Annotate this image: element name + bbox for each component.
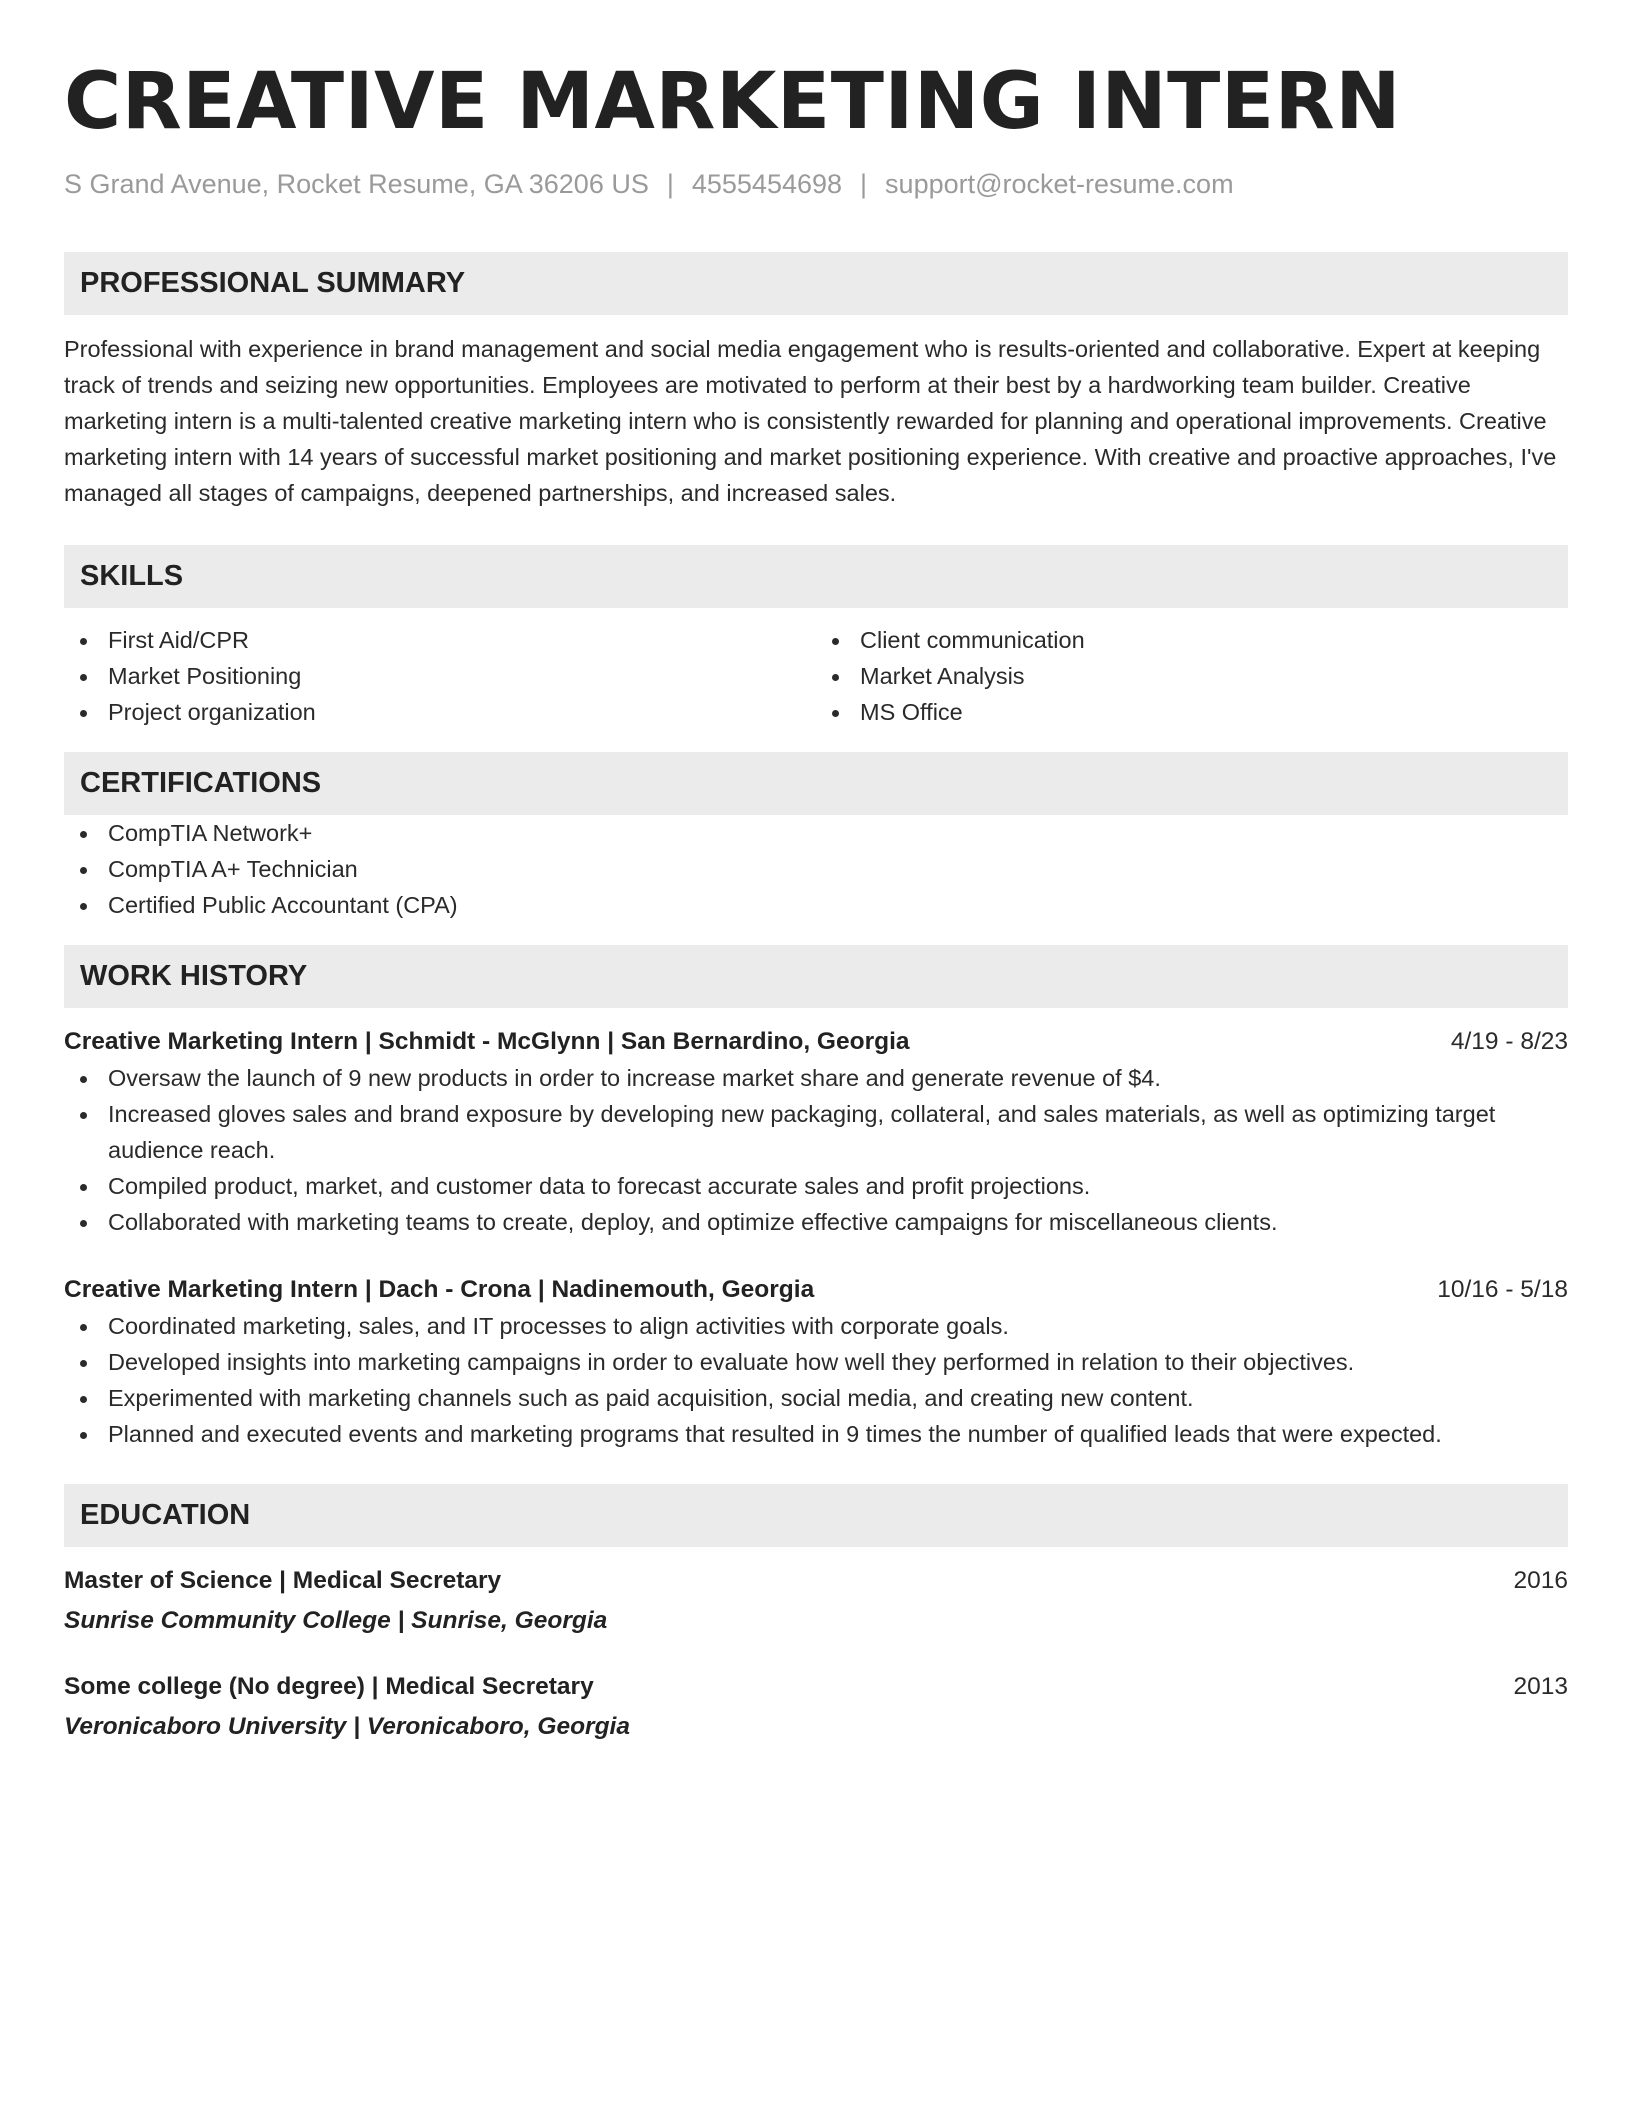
- resume-name: CREATIVE MARKETING INTERN: [64, 57, 1402, 147]
- job-bullet: Collaborated with marketing teams to create, deploy, and optimize effective campaigns for miscellaneous clients.: [64, 1204, 1568, 1240]
- education-school: Veronicaboro University | Veronicaboro, Georgia: [64, 1713, 630, 1740]
- contact-address: S Grand Avenue, Rocket Resume, GA 36206 US: [64, 169, 649, 199]
- job-bullet-list: [64, 1060, 1568, 1240]
- job-bullet: Increased gloves sales and brand exposure by developing new packaging, collateral, and sales materials, as well as optimizing target audience reach.: [64, 1096, 1568, 1168]
- skills-column-right: [816, 622, 1568, 730]
- education-heading: [64, 1669, 1568, 1705]
- job-bullet: Planned and executed events and marketing programs that resulted in 9 times the number of qualified leads that were expected.: [64, 1416, 1568, 1452]
- section-header-skills: SKILLS: [64, 545, 1568, 608]
- education-heading: [64, 1563, 1568, 1599]
- job-bullet: Coordinated marketing, sales, and IT processes to align activities with corporate goals.: [64, 1308, 1568, 1344]
- certification-item: CompTIA Network+: [64, 815, 1568, 851]
- education-year: 2016: [1513, 1567, 1568, 1594]
- section-header-summary: PROFESSIONAL SUMMARY: [64, 252, 1568, 315]
- section-header-work-history: WORK HISTORY: [64, 945, 1568, 1008]
- job-bullet: Experimented with marketing channels such as paid acquisition, social media, and creating new content.: [64, 1380, 1568, 1416]
- section-header-education: EDUCATION: [64, 1484, 1568, 1547]
- job-bullet: Developed insights into marketing campaigns in order to evaluate how well they performed in relation to their objectives.: [64, 1344, 1568, 1380]
- section-header-certifications: CERTIFICATIONS: [64, 752, 1568, 815]
- job-bullet-list: [64, 1308, 1568, 1452]
- skills-column-left: [64, 622, 816, 730]
- education-degree: Master of Science | Medical Secretary: [64, 1567, 502, 1594]
- skill-item: First Aid/CPR: [64, 622, 816, 658]
- skill-item: Market Positioning: [64, 658, 816, 694]
- skill-item: Project organization: [64, 694, 816, 730]
- contact-phone: 4555454698: [691, 169, 843, 199]
- skill-item: Market Analysis: [816, 658, 1568, 694]
- job-heading: [64, 1272, 1568, 1308]
- job-bullet: Oversaw the launch of 9 new products in order to increase market share and generate revenue of $4.: [64, 1060, 1568, 1096]
- certification-list: [64, 815, 1568, 923]
- job-title: Creative Marketing Intern | Schmidt - McGlynn | San Bernardino, Georgia: [64, 1028, 910, 1055]
- education-year: 2013: [1513, 1673, 1568, 1700]
- skill-item: MS Office: [816, 694, 1568, 730]
- education-school: Sunrise Community College | Sunrise, Georgia: [64, 1607, 608, 1634]
- education-degree: Some college (No degree) | Medical Secretary: [64, 1673, 594, 1700]
- contact-separator: |: [860, 169, 868, 199]
- certification-item: CompTIA A+ Technician: [64, 851, 1568, 887]
- job-dates: 4/19 - 8/23: [1450, 1028, 1568, 1055]
- contact-email: support@rocket-resume.com: [885, 169, 1234, 199]
- skill-item: Client communication: [816, 622, 1568, 658]
- certification-item: Certified Public Accountant (CPA): [64, 887, 1568, 923]
- job-bullet: Compiled product, market, and customer data to forecast accurate sales and profit projections.: [64, 1168, 1568, 1204]
- skills-grid: [64, 622, 1568, 730]
- job-title: Creative Marketing Intern | Dach - Crona | Nadinemouth, Georgia: [64, 1276, 815, 1303]
- contact-separator: |: [666, 169, 674, 199]
- summary-text: Professional with experience in brand management and social media engagement who is results-oriented and collaborative. Expert at keeping track of trends and seizing new opportunities. Employees are motivated to perform at their best by a hardworking team builder. Creative marketing intern is a multi-talented creative marketing intern who is consistently rewarded for planning and operational improvements. Creative marketing intern with 14 years of successful market positioning and market positioning experience. With creative and proactive approaches, I've managed all stages of campaigns, deepened partnerships, and increased sales.: [64, 336, 1557, 506]
- job-heading: [64, 1024, 1568, 1060]
- contact-line: [64, 166, 1568, 202]
- job-dates: 10/16 - 5/18: [1437, 1276, 1568, 1303]
